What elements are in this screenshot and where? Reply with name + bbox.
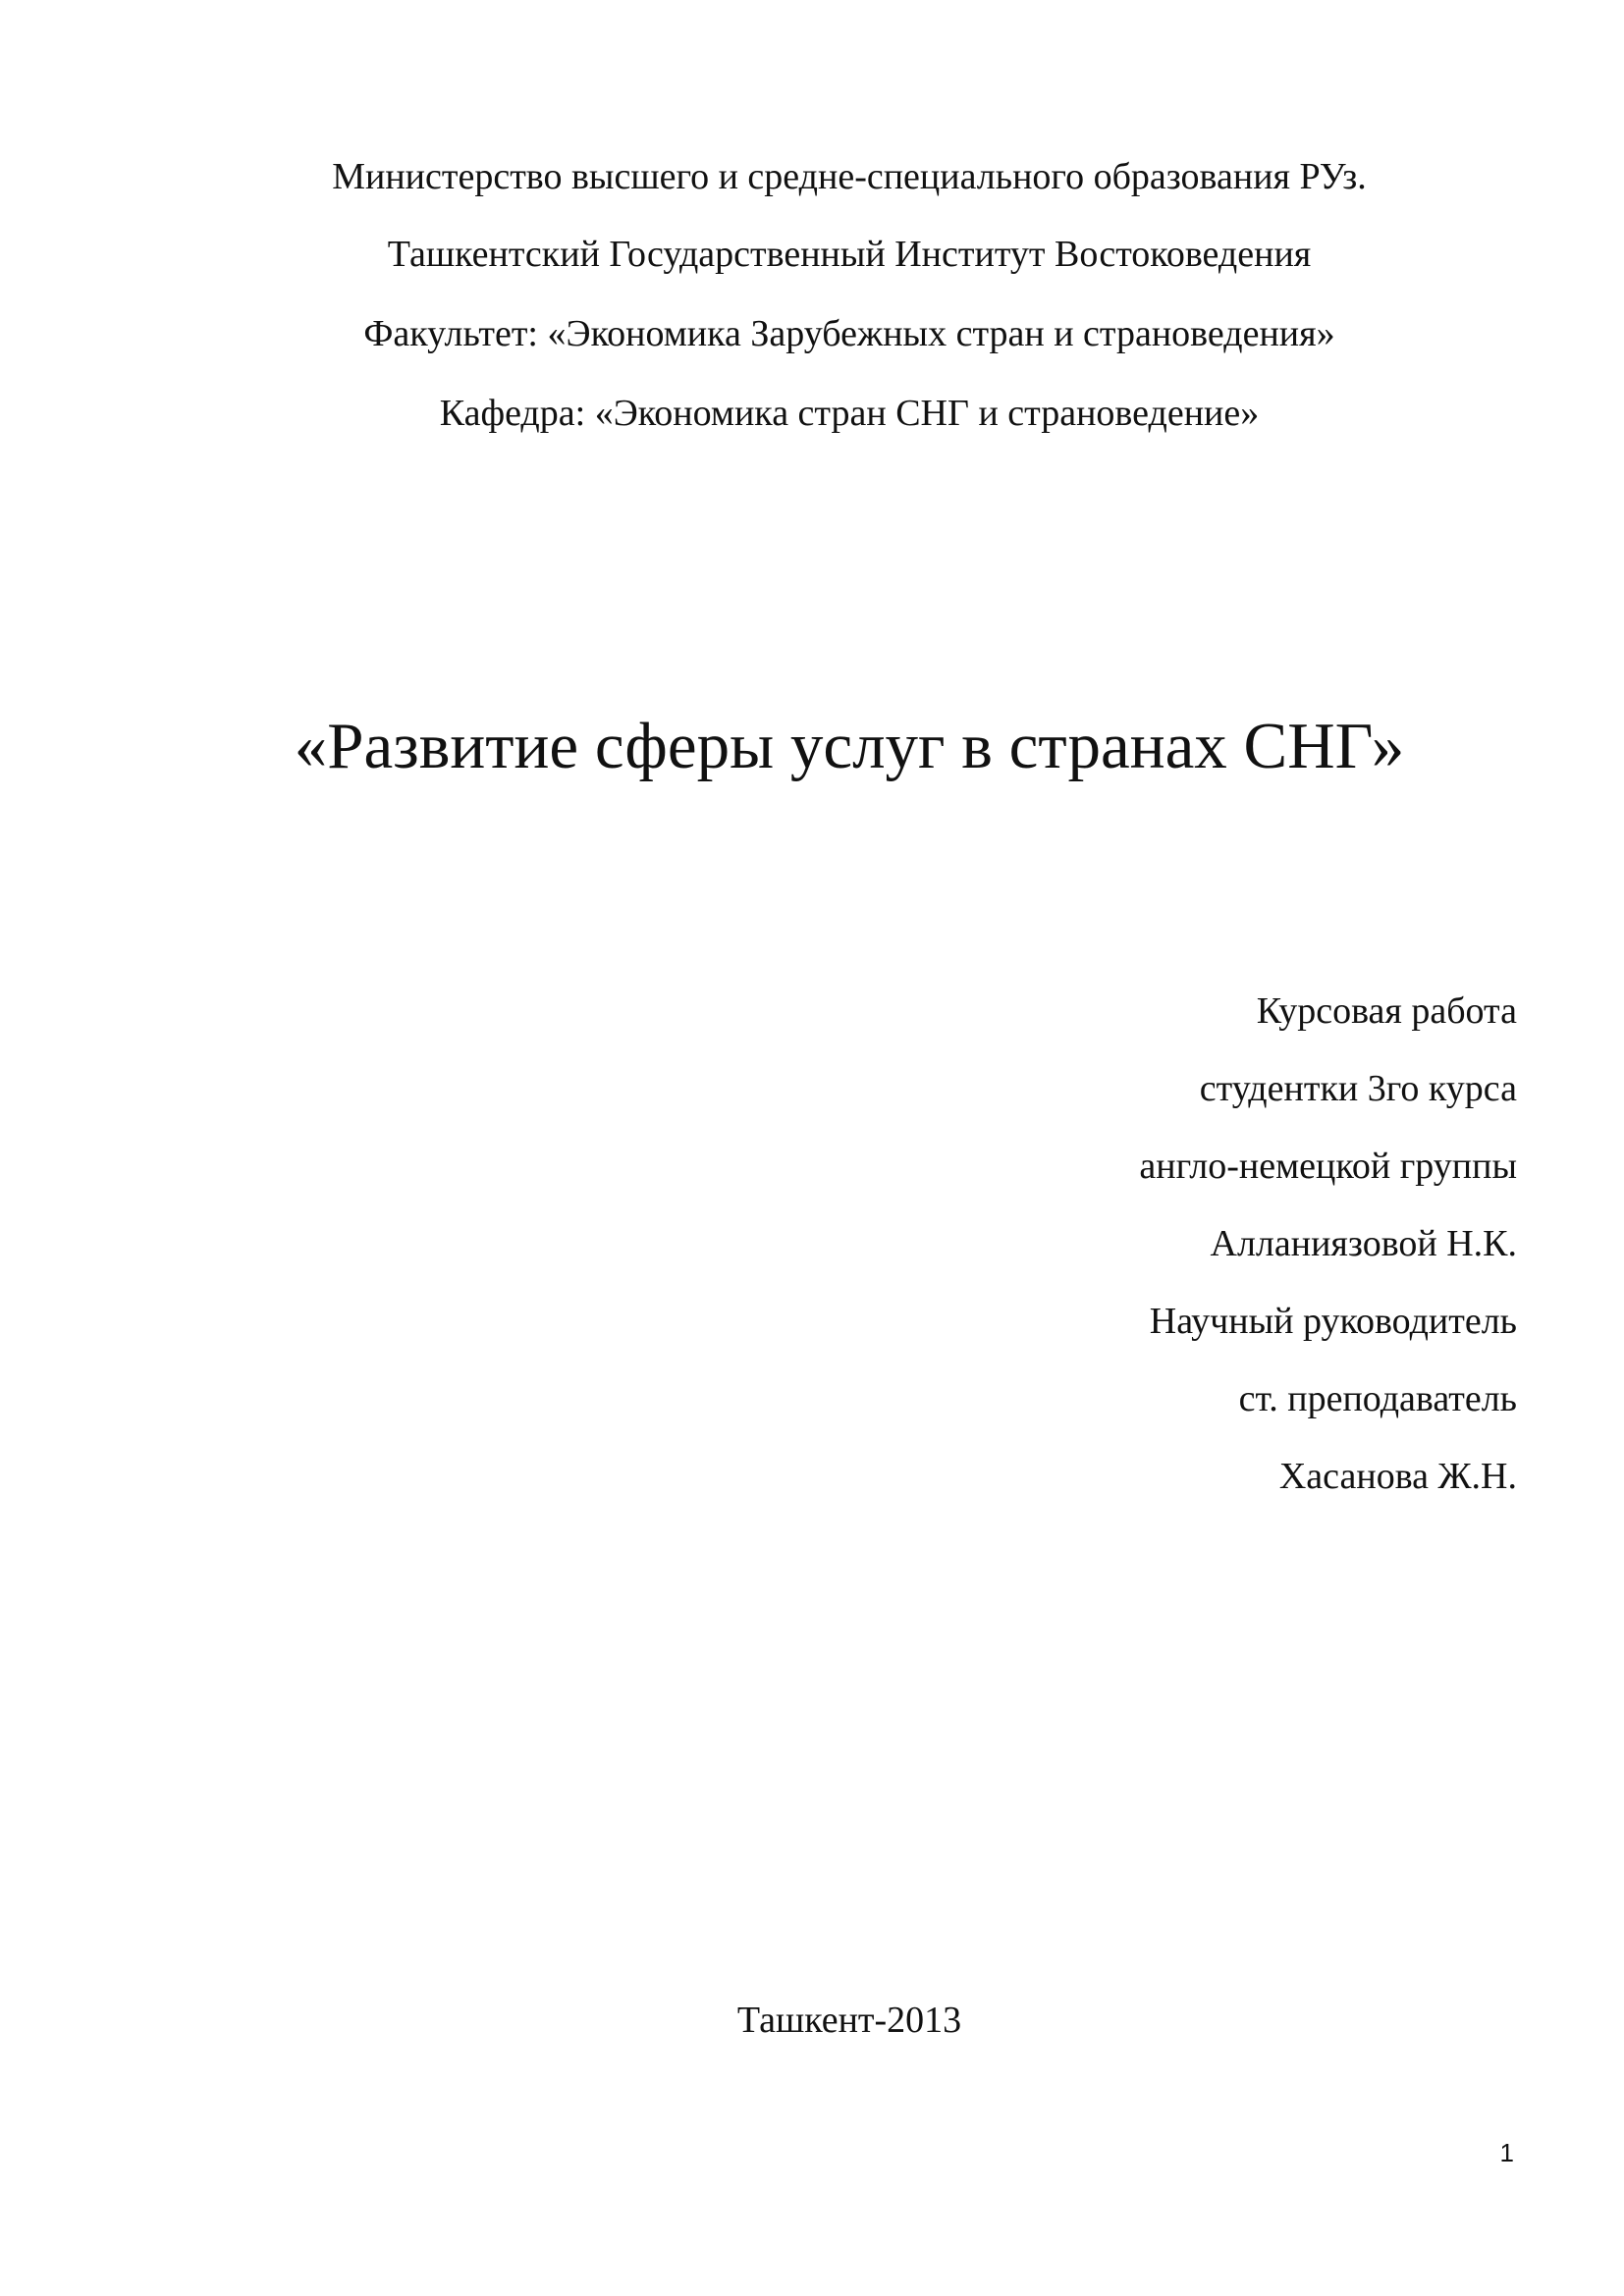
- supervisor-name-line: Хасанова Ж.Н.: [1278, 1456, 1517, 1497]
- student-course-line: студентки 3го курса: [1199, 1068, 1517, 1109]
- supervisor-label-line: Научный руководитель: [1149, 1301, 1517, 1342]
- page-number: 1: [1499, 2138, 1514, 2167]
- department-line: Кафедра: «Экономика стран СНГ и страноведение»: [439, 393, 1260, 434]
- faculty-line: Факультет: «Экономика Зарубежных стран и страноведения»: [363, 313, 1335, 354]
- document-title: «Развитие сферы услуг в странах СНГ»: [294, 710, 1405, 782]
- author-block: [830, 988, 1517, 1531]
- supervisor-position-line: ст. преподаватель: [1238, 1378, 1517, 1419]
- student-group-line: англо-немецкой группы: [1139, 1146, 1517, 1187]
- institute-line: Ташкентский Государственный Институт Востоковедения: [387, 234, 1312, 275]
- student-name-line: Алланиязовой Н.К.: [1210, 1223, 1517, 1264]
- ministry-line: Министерство высшего и средне-специального образования РУз.: [332, 156, 1367, 197]
- city-year: Ташкент-2013: [736, 2000, 962, 2041]
- work-type-line: Курсовая работа: [1256, 990, 1517, 1032]
